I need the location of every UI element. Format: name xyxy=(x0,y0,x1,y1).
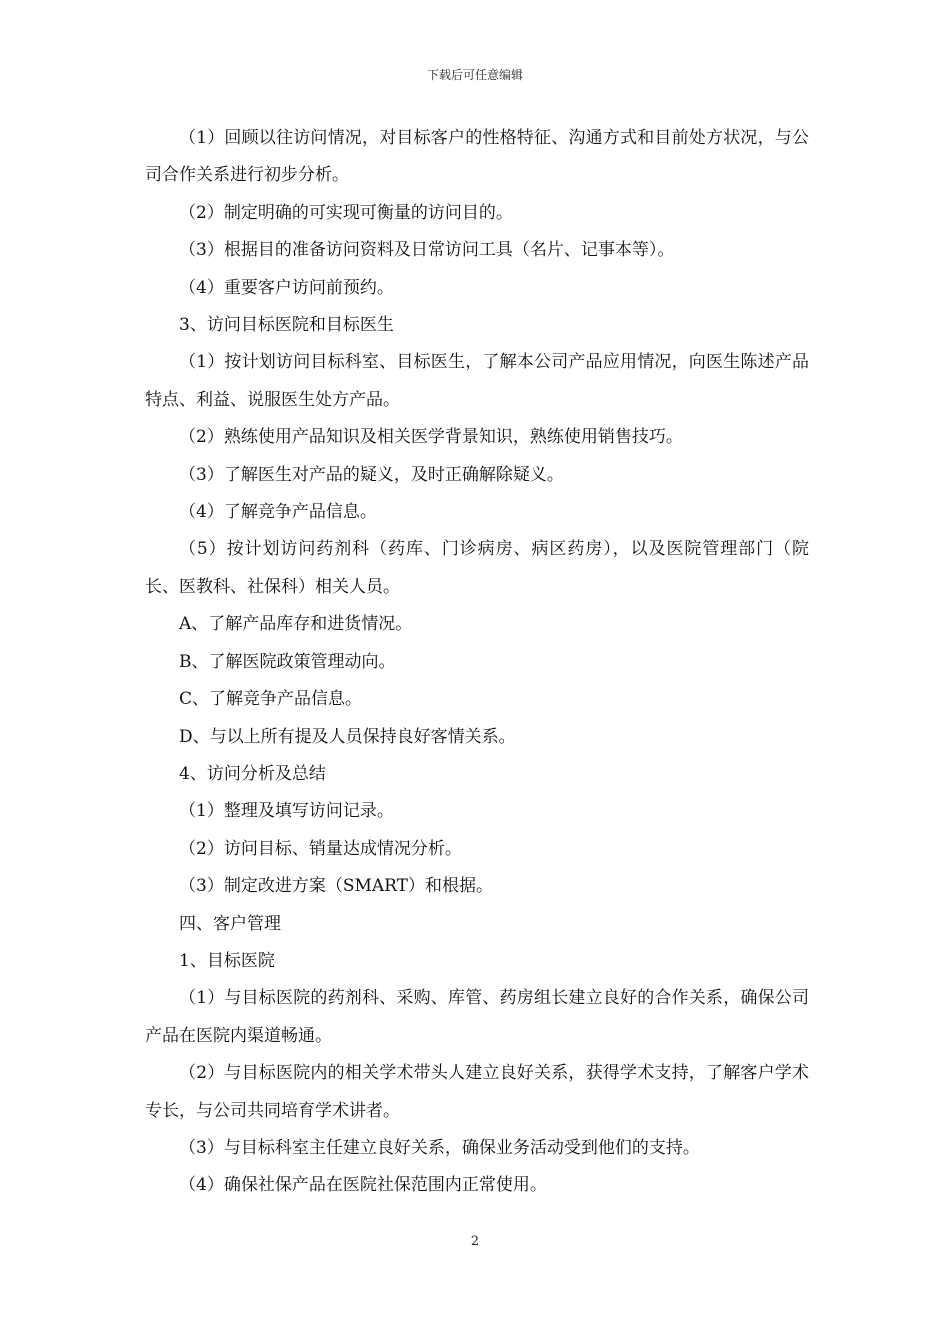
document-body xyxy=(145,120,809,1205)
paragraph: （2）访问目标、销量达成情况分析。 xyxy=(179,838,462,859)
paragraph: （4）重要客户访问前预约。 xyxy=(179,277,394,298)
paragraph: （3）制定改进方案（SMART）和根据。 xyxy=(179,876,493,897)
chapter-heading: 四、客户管理 xyxy=(179,913,281,934)
paragraph: （3）了解医生对产品的疑义，及时正确解除疑义。 xyxy=(179,464,564,485)
paragraph: （1）与目标医院的药剂科、采购、库管、药房组长建立良好的合作关系，确保公司产品在医院内渠道畅通。 xyxy=(145,988,809,1046)
paragraph: （1）按计划访问目标科室、目标医生，了解本公司产品应用情况，向医生陈述产品特点、利益、说服医生处方产品。 xyxy=(145,352,809,410)
paragraph: A、了解产品库存和进货情况。 xyxy=(179,614,413,635)
page-number: 2 xyxy=(470,1234,480,1249)
paragraph: （3）与目标科室主任建立良好关系，确保业务活动受到他们的支持。 xyxy=(179,1137,700,1158)
section-heading: 3、访问目标医院和目标医生 xyxy=(179,315,394,336)
page-header: 下载后可任意编辑 xyxy=(426,68,523,82)
paragraph: （1）整理及填写访问记录。 xyxy=(179,801,394,822)
section-heading: 4、访问分析及总结 xyxy=(179,763,326,784)
paragraph: C、了解竞争产品信息。 xyxy=(179,689,363,710)
paragraph: （1）回顾以往访问情况，对目标客户的性格特征、沟通方式和目前处方状况，与公司合作关系进行初步分析。 xyxy=(145,128,809,186)
paragraph: （4）了解竞争产品信息。 xyxy=(179,502,377,523)
paragraph: （2）熟练使用产品知识及相关医学背景知识，熟练使用销售技巧。 xyxy=(179,427,683,448)
paragraph: （5）按计划访问药剂科（药库、门诊病房、病区药房），以及医院管理部门（院长、医教科、社保科）相关人员。 xyxy=(145,539,809,597)
paragraph: B、了解医院政策管理动向。 xyxy=(179,651,396,672)
paragraph: （3）根据目的准备访问资料及日常访问工具（名片、记事本等）。 xyxy=(179,240,675,261)
paragraph: （2）制定明确的可实现可衡量的访问目的。 xyxy=(179,202,513,223)
paragraph: （2）与目标医院内的相关学术带头人建立良好关系，获得学术支持，了解客户学术专长，与公司共同培育学术讲者。 xyxy=(145,1063,809,1121)
section-heading: 1、目标医院 xyxy=(179,950,275,971)
paragraph: D、与以上所有提及人员保持良好客情关系。 xyxy=(179,726,516,747)
paragraph: （4）确保社保产品在医院社保范围内正常使用。 xyxy=(179,1175,547,1196)
